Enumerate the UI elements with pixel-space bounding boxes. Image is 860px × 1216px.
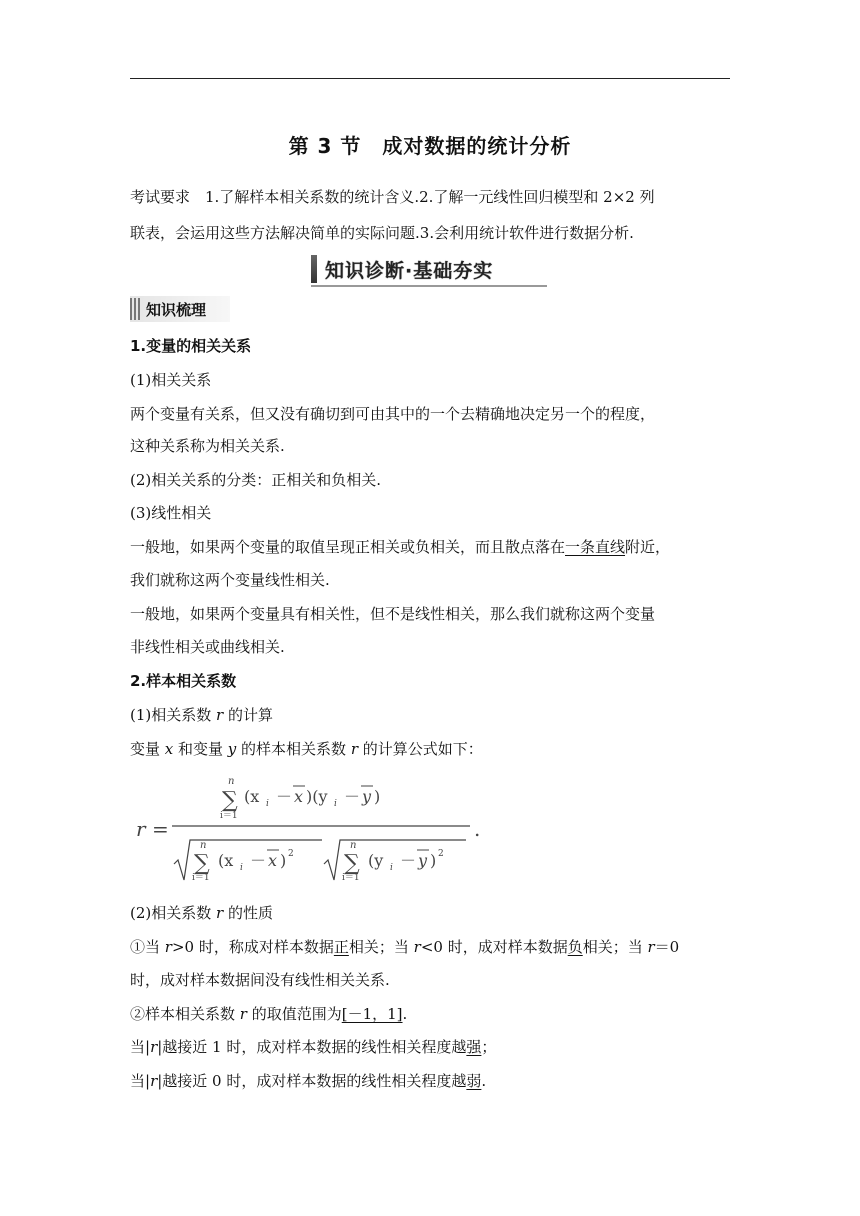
section2-c4: 当|r|越接近 0 时，成对样本数据的线性相关程度越弱. [130, 1072, 487, 1090]
svg-text:(y: (y [368, 851, 384, 870]
section1-p3b: 我们就称这两个变量线性相关. [130, 571, 330, 589]
section2-c3: 当|r|越接近 1 时，成对样本数据的线性相关程度越强； [130, 1038, 497, 1056]
svg-text:): ) [430, 851, 437, 870]
section1-sub2: (2)相关关系的分类：正相关和负相关. [130, 471, 382, 489]
formula-eq: = [152, 817, 169, 841]
svg-text:y: y [418, 851, 428, 870]
svg-text:i＝1: i＝1 [220, 811, 238, 821]
sub-banner-bars-icon [130, 298, 140, 320]
svg-text:∑: ∑ [194, 851, 210, 876]
svg-text:∑: ∑ [222, 788, 238, 813]
svg-text:n: n [228, 776, 235, 787]
svg-text:y: y [362, 787, 372, 806]
svg-text:2: 2 [438, 849, 444, 859]
svg-text:): ) [280, 851, 287, 870]
banner-label: 知识诊断·基础夯实 [325, 259, 494, 282]
sub-banner-label: 知识梳理 [146, 300, 207, 319]
section1-sub3: (3)线性相关 [130, 504, 212, 522]
section1-p3a: 一般地，如果两个变量的取值呈现正相关或负相关，而且散点落在一条直线附近， [130, 538, 671, 556]
formula-period: . [474, 817, 481, 841]
svg-text:i: i [266, 799, 269, 809]
svg-text:－: － [250, 851, 267, 870]
svg-text:i＝1: i＝1 [192, 873, 210, 883]
section2-c1-line2: 时，成对样本数据间没有线性相关关系. [130, 971, 390, 989]
svg-text:(x: (x [218, 851, 234, 870]
underlined-answer: 一条直线 [565, 538, 626, 556]
section1-p4a: 一般地，如果两个变量具有相关性，但不是线性相关，那么我们就称这两个变量 [130, 605, 656, 623]
correlation-formula [130, 772, 500, 890]
header-rule [130, 78, 730, 79]
svg-text:x: x [294, 787, 304, 806]
requirements-line-1: 考试要求 1.了解样本相关系数的统计含义.2.了解一元线性回归模型和 2×2 列 [130, 188, 655, 206]
section1-p4b: 非线性相关或曲线相关. [130, 638, 285, 656]
formula-r: r [136, 817, 146, 841]
svg-text:－: － [400, 851, 417, 870]
svg-text:(x: (x [244, 787, 260, 806]
svg-text:－: － [276, 787, 293, 806]
section2-c1: ①当 r>0 时，称成对样本数据正相关；当 r<0 时，成对样本数据负相关；当 r＝0 [130, 938, 680, 956]
svg-text:i: i [334, 799, 337, 809]
banner-bar-icon [311, 255, 317, 283]
section2-sub2: (2)相关系数 r 的性质 [130, 904, 273, 922]
sub-banner [130, 296, 230, 322]
section1-p1a: 两个变量有关系，但又没有确切到可由其中的一个去精确地决定另一个的程度， [130, 405, 656, 423]
svg-text:n: n [200, 840, 207, 851]
svg-text:∑: ∑ [344, 851, 360, 876]
requirements-line-2: 联表，会运用这些方法解决简单的实际问题.3.会利用统计软件进行数据分析. [130, 224, 634, 242]
svg-text:2: 2 [288, 849, 294, 859]
section1-heading: 1.变量的相关关系 [130, 337, 252, 355]
page-title: 第 3 节 成对数据的统计分析 [288, 134, 572, 158]
section1-p1b: 这种关系称为相关关系. [130, 437, 285, 455]
section2-sub1: (1)相关系数 r 的计算 [130, 706, 273, 724]
section-banner [311, 253, 547, 287]
svg-text:－: － [344, 787, 361, 806]
section1-sub1: (1)相关关系 [130, 371, 212, 389]
svg-text:): ) [374, 787, 381, 806]
svg-text:i＝1: i＝1 [342, 873, 360, 883]
svg-text:i: i [240, 863, 243, 873]
section2-heading: 2.样本相关系数 [130, 672, 237, 690]
svg-text:)(y: )(y [306, 787, 328, 806]
svg-text:n: n [350, 840, 357, 851]
svg-text:x: x [268, 851, 278, 870]
section2-c2: ②样本相关系数 r 的取值范围为[－1，1]. [130, 1005, 408, 1023]
svg-text:i: i [390, 863, 393, 873]
section2-p1: 变量 x 和变量 y 的样本相关系数 r 的计算公式如下： [130, 740, 483, 758]
